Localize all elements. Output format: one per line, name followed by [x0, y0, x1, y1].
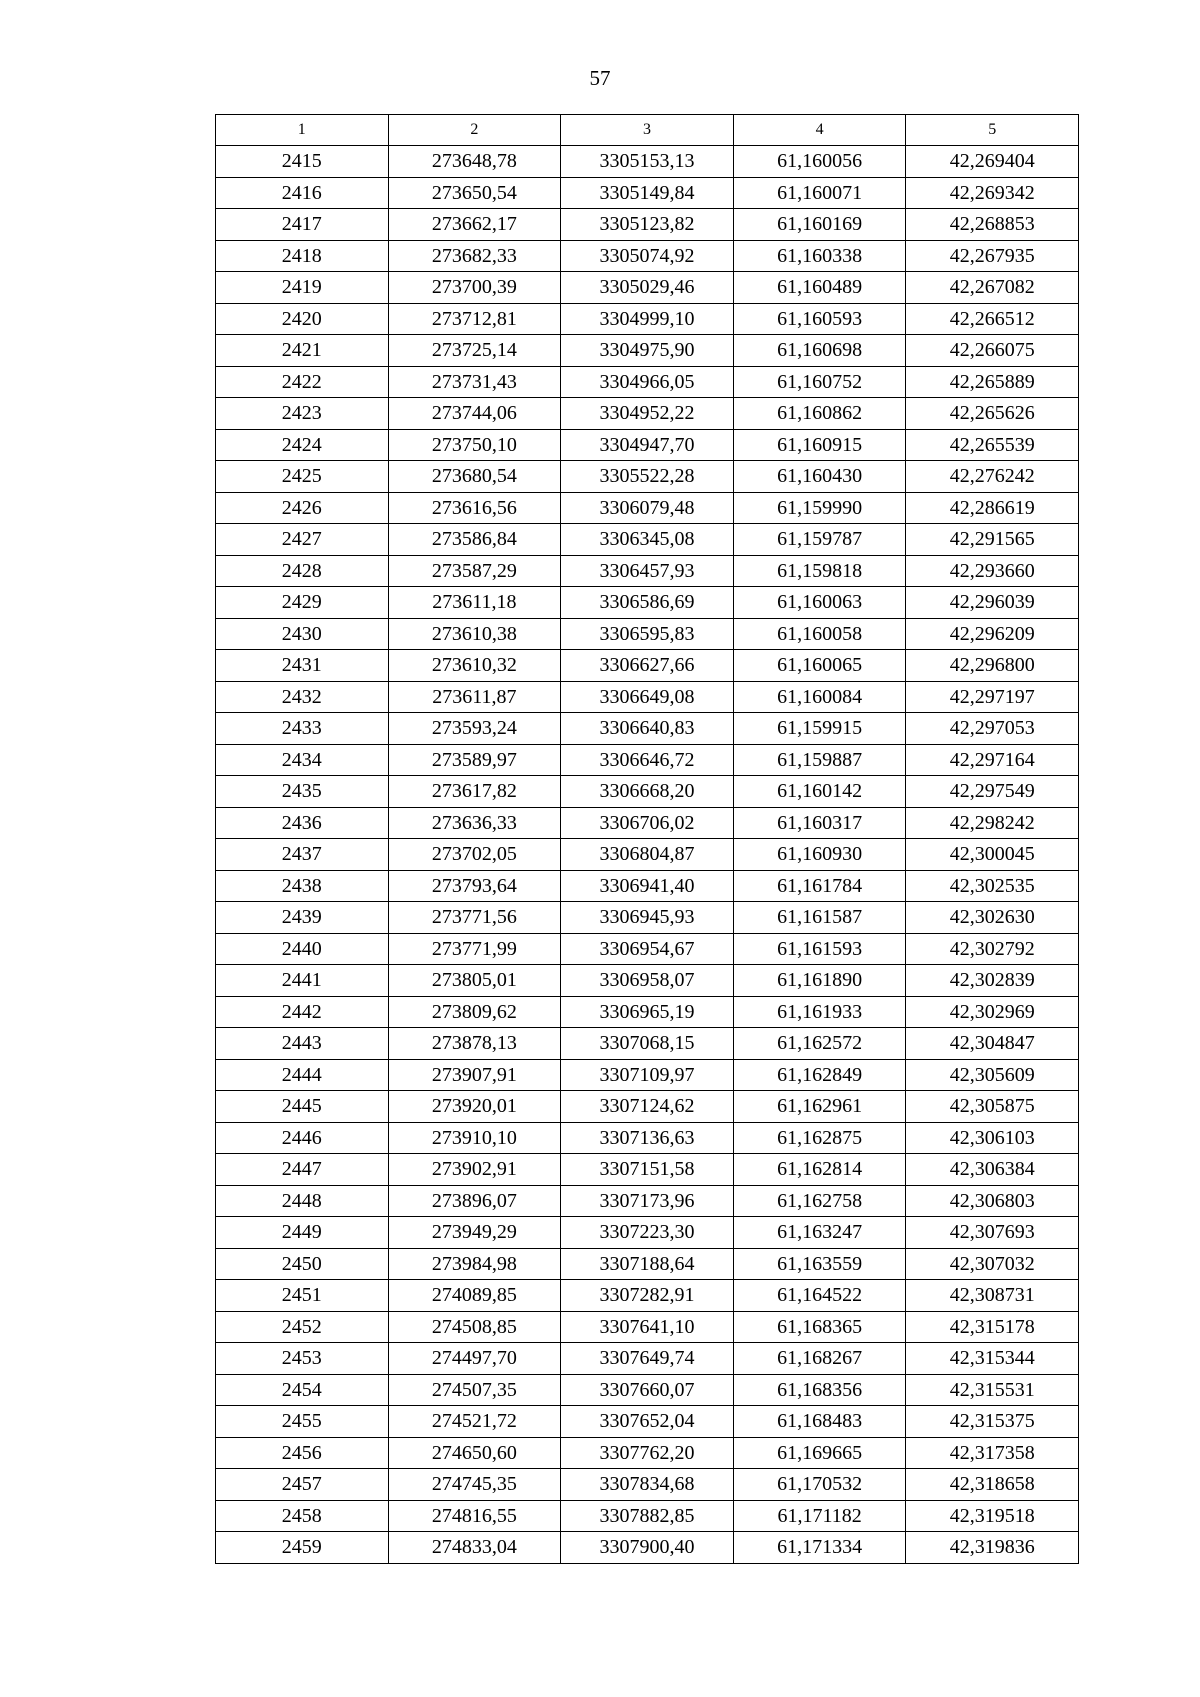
y-coordinate-cell: 3307151,58	[561, 1154, 734, 1186]
latitude-cell: 61,160752	[733, 366, 906, 398]
latitude-cell: 61,163247	[733, 1217, 906, 1249]
y-coordinate-cell: 3307652,04	[561, 1406, 734, 1438]
longitude-cell: 42,300045	[906, 839, 1079, 871]
y-coordinate-cell: 3305522,28	[561, 461, 734, 493]
y-coordinate-cell: 3306804,87	[561, 839, 734, 871]
x-coordinate-cell: 273611,87	[388, 681, 561, 713]
table-row	[216, 1059, 1079, 1091]
table-row	[216, 839, 1079, 871]
latitude-cell: 61,170532	[733, 1469, 906, 1501]
longitude-cell: 42,319836	[906, 1532, 1079, 1564]
longitude-cell: 42,297549	[906, 776, 1079, 808]
y-coordinate-cell: 3305074,92	[561, 240, 734, 272]
point-number-cell: 2446	[216, 1122, 389, 1154]
longitude-cell: 42,298242	[906, 807, 1079, 839]
point-number-cell: 2423	[216, 398, 389, 430]
latitude-cell: 61,160142	[733, 776, 906, 808]
x-coordinate-cell: 274521,72	[388, 1406, 561, 1438]
y-coordinate-cell: 3304999,10	[561, 303, 734, 335]
latitude-cell: 61,160169	[733, 209, 906, 241]
longitude-cell: 42,296209	[906, 618, 1079, 650]
table-row	[216, 1217, 1079, 1249]
y-coordinate-cell: 3306627,66	[561, 650, 734, 682]
x-coordinate-cell: 273878,13	[388, 1028, 561, 1060]
latitude-cell: 61,162572	[733, 1028, 906, 1060]
point-number-cell: 2422	[216, 366, 389, 398]
y-coordinate-cell: 3307641,10	[561, 1311, 734, 1343]
table-row	[216, 1374, 1079, 1406]
y-coordinate-cell: 3307124,62	[561, 1091, 734, 1123]
point-number-cell: 2425	[216, 461, 389, 493]
table-row	[216, 240, 1079, 272]
longitude-cell: 42,302630	[906, 902, 1079, 934]
point-number-cell: 2447	[216, 1154, 389, 1186]
table-row	[216, 146, 1079, 178]
x-coordinate-cell: 273907,91	[388, 1059, 561, 1091]
point-number-cell: 2444	[216, 1059, 389, 1091]
longitude-cell: 42,308731	[906, 1280, 1079, 1312]
point-number-cell: 2416	[216, 177, 389, 209]
longitude-cell: 42,268853	[906, 209, 1079, 241]
table-row	[216, 870, 1079, 902]
latitude-cell: 61,161593	[733, 933, 906, 965]
x-coordinate-cell: 273809,62	[388, 996, 561, 1028]
y-coordinate-cell: 3307282,91	[561, 1280, 734, 1312]
point-number-cell: 2458	[216, 1500, 389, 1532]
table-row	[216, 1091, 1079, 1123]
table-body	[216, 146, 1079, 1564]
longitude-cell: 42,291565	[906, 524, 1079, 556]
longitude-cell: 42,305875	[906, 1091, 1079, 1123]
latitude-cell: 61,159915	[733, 713, 906, 745]
x-coordinate-cell: 274650,60	[388, 1437, 561, 1469]
column-header: 5	[906, 115, 1079, 146]
y-coordinate-cell: 3307136,63	[561, 1122, 734, 1154]
longitude-cell: 42,306103	[906, 1122, 1079, 1154]
y-coordinate-cell: 3305029,46	[561, 272, 734, 304]
latitude-cell: 61,162875	[733, 1122, 906, 1154]
table-row	[216, 524, 1079, 556]
longitude-cell: 42,307032	[906, 1248, 1079, 1280]
point-number-cell: 2429	[216, 587, 389, 619]
table-row	[216, 366, 1079, 398]
x-coordinate-cell: 273920,01	[388, 1091, 561, 1123]
latitude-cell: 61,160698	[733, 335, 906, 367]
x-coordinate-cell: 273587,29	[388, 555, 561, 587]
latitude-cell: 61,160058	[733, 618, 906, 650]
latitude-cell: 61,159887	[733, 744, 906, 776]
longitude-cell: 42,276242	[906, 461, 1079, 493]
point-number-cell: 2433	[216, 713, 389, 745]
latitude-cell: 61,160084	[733, 681, 906, 713]
longitude-cell: 42,315375	[906, 1406, 1079, 1438]
y-coordinate-cell: 3307660,07	[561, 1374, 734, 1406]
table-row	[216, 429, 1079, 461]
point-number-cell: 2455	[216, 1406, 389, 1438]
latitude-cell: 61,162961	[733, 1091, 906, 1123]
latitude-cell: 61,168356	[733, 1374, 906, 1406]
longitude-cell: 42,317358	[906, 1437, 1079, 1469]
x-coordinate-cell: 273771,56	[388, 902, 561, 934]
y-coordinate-cell: 3307834,68	[561, 1469, 734, 1501]
latitude-cell: 61,168483	[733, 1406, 906, 1438]
table-row	[216, 776, 1079, 808]
latitude-cell: 61,160489	[733, 272, 906, 304]
table-row	[216, 1311, 1079, 1343]
y-coordinate-cell: 3307173,96	[561, 1185, 734, 1217]
latitude-cell: 61,169665	[733, 1437, 906, 1469]
x-coordinate-cell: 273593,24	[388, 713, 561, 745]
x-coordinate-cell: 274089,85	[388, 1280, 561, 1312]
coordinates-table	[215, 114, 1079, 1564]
table-row	[216, 744, 1079, 776]
longitude-cell: 42,286619	[906, 492, 1079, 524]
table-row	[216, 1469, 1079, 1501]
y-coordinate-cell: 3306954,67	[561, 933, 734, 965]
point-number-cell: 2415	[216, 146, 389, 178]
longitude-cell: 42,269404	[906, 146, 1079, 178]
table-row	[216, 965, 1079, 997]
longitude-cell: 42,306803	[906, 1185, 1079, 1217]
x-coordinate-cell: 273771,99	[388, 933, 561, 965]
x-coordinate-cell: 273725,14	[388, 335, 561, 367]
table-row	[216, 1154, 1079, 1186]
longitude-cell: 42,315178	[906, 1311, 1079, 1343]
x-coordinate-cell: 273731,43	[388, 366, 561, 398]
y-coordinate-cell: 3306345,08	[561, 524, 734, 556]
y-coordinate-cell: 3306668,20	[561, 776, 734, 808]
table-row	[216, 272, 1079, 304]
latitude-cell: 61,159787	[733, 524, 906, 556]
point-number-cell: 2418	[216, 240, 389, 272]
x-coordinate-cell: 273611,18	[388, 587, 561, 619]
column-header: 4	[733, 115, 906, 146]
table-row	[216, 1028, 1079, 1060]
point-number-cell: 2440	[216, 933, 389, 965]
point-number-cell: 2459	[216, 1532, 389, 1564]
table-row	[216, 1532, 1079, 1564]
point-number-cell: 2441	[216, 965, 389, 997]
y-coordinate-cell: 3306958,07	[561, 965, 734, 997]
longitude-cell: 42,296039	[906, 587, 1079, 619]
table-row	[216, 1437, 1079, 1469]
y-coordinate-cell: 3306640,83	[561, 713, 734, 745]
longitude-cell: 42,297053	[906, 713, 1079, 745]
longitude-cell: 42,265889	[906, 366, 1079, 398]
point-number-cell: 2443	[216, 1028, 389, 1060]
x-coordinate-cell: 273680,54	[388, 461, 561, 493]
page-number: 57	[589, 66, 611, 90]
x-coordinate-cell: 274833,04	[388, 1532, 561, 1564]
point-number-cell: 2430	[216, 618, 389, 650]
point-number-cell: 2420	[216, 303, 389, 335]
x-coordinate-cell: 273744,06	[388, 398, 561, 430]
table-row	[216, 461, 1079, 493]
column-header: 2	[388, 115, 561, 146]
y-coordinate-cell: 3304947,70	[561, 429, 734, 461]
y-coordinate-cell: 3306945,93	[561, 902, 734, 934]
point-number-cell: 2453	[216, 1343, 389, 1375]
longitude-cell: 42,302969	[906, 996, 1079, 1028]
longitude-cell: 42,267935	[906, 240, 1079, 272]
latitude-cell: 61,162849	[733, 1059, 906, 1091]
x-coordinate-cell: 273712,81	[388, 303, 561, 335]
table-row	[216, 933, 1079, 965]
y-coordinate-cell: 3305123,82	[561, 209, 734, 241]
y-coordinate-cell: 3307762,20	[561, 1437, 734, 1469]
table-row	[216, 398, 1079, 430]
longitude-cell: 42,266075	[906, 335, 1079, 367]
y-coordinate-cell: 3306649,08	[561, 681, 734, 713]
latitude-cell: 61,159990	[733, 492, 906, 524]
latitude-cell: 61,161890	[733, 965, 906, 997]
longitude-cell: 42,305609	[906, 1059, 1079, 1091]
latitude-cell: 61,171334	[733, 1532, 906, 1564]
latitude-cell: 61,171182	[733, 1500, 906, 1532]
latitude-cell: 61,161933	[733, 996, 906, 1028]
x-coordinate-cell: 273700,39	[388, 272, 561, 304]
longitude-cell: 42,319518	[906, 1500, 1079, 1532]
table-row	[216, 1122, 1079, 1154]
point-number-cell: 2426	[216, 492, 389, 524]
longitude-cell: 42,302792	[906, 933, 1079, 965]
latitude-cell: 61,162758	[733, 1185, 906, 1217]
point-number-cell: 2449	[216, 1217, 389, 1249]
x-coordinate-cell: 273682,33	[388, 240, 561, 272]
table-row	[216, 681, 1079, 713]
latitude-cell: 61,160338	[733, 240, 906, 272]
table-row	[216, 555, 1079, 587]
point-number-cell: 2439	[216, 902, 389, 934]
y-coordinate-cell: 3306457,93	[561, 555, 734, 587]
point-number-cell: 2436	[216, 807, 389, 839]
point-number-cell: 2421	[216, 335, 389, 367]
point-number-cell: 2452	[216, 1311, 389, 1343]
point-number-cell: 2419	[216, 272, 389, 304]
latitude-cell: 61,160593	[733, 303, 906, 335]
x-coordinate-cell: 273616,56	[388, 492, 561, 524]
point-number-cell: 2451	[216, 1280, 389, 1312]
point-number-cell: 2424	[216, 429, 389, 461]
y-coordinate-cell: 3305153,13	[561, 146, 734, 178]
y-coordinate-cell: 3306586,69	[561, 587, 734, 619]
x-coordinate-cell: 273617,82	[388, 776, 561, 808]
y-coordinate-cell: 3304975,90	[561, 335, 734, 367]
longitude-cell: 42,296800	[906, 650, 1079, 682]
longitude-cell: 42,315344	[906, 1343, 1079, 1375]
x-coordinate-cell: 274745,35	[388, 1469, 561, 1501]
table-row	[216, 1248, 1079, 1280]
point-number-cell: 2427	[216, 524, 389, 556]
table-row	[216, 1343, 1079, 1375]
y-coordinate-cell: 3304952,22	[561, 398, 734, 430]
latitude-cell: 61,168267	[733, 1343, 906, 1375]
longitude-cell: 42,315531	[906, 1374, 1079, 1406]
point-number-cell: 2445	[216, 1091, 389, 1123]
table-row	[216, 335, 1079, 367]
point-number-cell: 2448	[216, 1185, 389, 1217]
table-row	[216, 492, 1079, 524]
x-coordinate-cell: 274816,55	[388, 1500, 561, 1532]
x-coordinate-cell: 273648,78	[388, 146, 561, 178]
latitude-cell: 61,161784	[733, 870, 906, 902]
x-coordinate-cell: 273902,91	[388, 1154, 561, 1186]
x-coordinate-cell: 273636,33	[388, 807, 561, 839]
point-number-cell: 2434	[216, 744, 389, 776]
point-number-cell: 2456	[216, 1437, 389, 1469]
latitude-cell: 61,160071	[733, 177, 906, 209]
table-row	[216, 177, 1079, 209]
y-coordinate-cell: 3307223,30	[561, 1217, 734, 1249]
x-coordinate-cell: 273805,01	[388, 965, 561, 997]
y-coordinate-cell: 3307068,15	[561, 1028, 734, 1060]
table-row	[216, 902, 1079, 934]
y-coordinate-cell: 3307188,64	[561, 1248, 734, 1280]
latitude-cell: 61,163559	[733, 1248, 906, 1280]
latitude-cell: 61,160063	[733, 587, 906, 619]
longitude-cell: 42,269342	[906, 177, 1079, 209]
y-coordinate-cell: 3306706,02	[561, 807, 734, 839]
table-row	[216, 1406, 1079, 1438]
point-number-cell: 2437	[216, 839, 389, 871]
latitude-cell: 61,168365	[733, 1311, 906, 1343]
longitude-cell: 42,297164	[906, 744, 1079, 776]
longitude-cell: 42,267082	[906, 272, 1079, 304]
y-coordinate-cell: 3306965,19	[561, 996, 734, 1028]
table-row	[216, 209, 1079, 241]
y-coordinate-cell: 3306079,48	[561, 492, 734, 524]
table-row	[216, 1280, 1079, 1312]
latitude-cell: 61,160930	[733, 839, 906, 871]
x-coordinate-cell: 273610,32	[388, 650, 561, 682]
x-coordinate-cell: 274497,70	[388, 1343, 561, 1375]
longitude-cell: 42,265539	[906, 429, 1079, 461]
latitude-cell: 61,162814	[733, 1154, 906, 1186]
x-coordinate-cell: 273949,29	[388, 1217, 561, 1249]
x-coordinate-cell: 273910,10	[388, 1122, 561, 1154]
point-number-cell: 2417	[216, 209, 389, 241]
table-row	[216, 713, 1079, 745]
x-coordinate-cell: 273984,98	[388, 1248, 561, 1280]
point-number-cell: 2457	[216, 1469, 389, 1501]
x-coordinate-cell: 273896,07	[388, 1185, 561, 1217]
y-coordinate-cell: 3307900,40	[561, 1532, 734, 1564]
latitude-cell: 61,161587	[733, 902, 906, 934]
x-coordinate-cell: 274508,85	[388, 1311, 561, 1343]
table-row	[216, 1500, 1079, 1532]
longitude-cell: 42,293660	[906, 555, 1079, 587]
longitude-cell: 42,318658	[906, 1469, 1079, 1501]
point-number-cell: 2431	[216, 650, 389, 682]
y-coordinate-cell: 3306941,40	[561, 870, 734, 902]
longitude-cell: 42,266512	[906, 303, 1079, 335]
point-number-cell: 2435	[216, 776, 389, 808]
table-row	[216, 650, 1079, 682]
table-row	[216, 1185, 1079, 1217]
latitude-cell: 61,160915	[733, 429, 906, 461]
latitude-cell: 61,159818	[733, 555, 906, 587]
x-coordinate-cell: 274507,35	[388, 1374, 561, 1406]
longitude-cell: 42,297197	[906, 681, 1079, 713]
column-header: 3	[561, 115, 734, 146]
table-header-row	[216, 115, 1079, 146]
y-coordinate-cell: 3307882,85	[561, 1500, 734, 1532]
x-coordinate-cell: 273589,97	[388, 744, 561, 776]
x-coordinate-cell: 273610,38	[388, 618, 561, 650]
x-coordinate-cell: 273750,10	[388, 429, 561, 461]
y-coordinate-cell: 3304966,05	[561, 366, 734, 398]
point-number-cell: 2450	[216, 1248, 389, 1280]
latitude-cell: 61,164522	[733, 1280, 906, 1312]
table-row	[216, 807, 1079, 839]
column-header: 1	[216, 115, 389, 146]
point-number-cell: 2442	[216, 996, 389, 1028]
latitude-cell: 61,160430	[733, 461, 906, 493]
point-number-cell: 2454	[216, 1374, 389, 1406]
point-number-cell: 2438	[216, 870, 389, 902]
x-coordinate-cell: 273650,54	[388, 177, 561, 209]
longitude-cell: 42,302839	[906, 965, 1079, 997]
latitude-cell: 61,160056	[733, 146, 906, 178]
latitude-cell: 61,160317	[733, 807, 906, 839]
longitude-cell: 42,306384	[906, 1154, 1079, 1186]
longitude-cell: 42,302535	[906, 870, 1079, 902]
x-coordinate-cell: 273702,05	[388, 839, 561, 871]
y-coordinate-cell: 3306646,72	[561, 744, 734, 776]
y-coordinate-cell: 3307109,97	[561, 1059, 734, 1091]
longitude-cell: 42,265626	[906, 398, 1079, 430]
longitude-cell: 42,304847	[906, 1028, 1079, 1060]
y-coordinate-cell: 3305149,84	[561, 177, 734, 209]
table-row	[216, 618, 1079, 650]
x-coordinate-cell: 273793,64	[388, 870, 561, 902]
x-coordinate-cell: 273662,17	[388, 209, 561, 241]
table-row	[216, 996, 1079, 1028]
longitude-cell: 42,307693	[906, 1217, 1079, 1249]
latitude-cell: 61,160065	[733, 650, 906, 682]
point-number-cell: 2432	[216, 681, 389, 713]
table-row	[216, 303, 1079, 335]
point-number-cell: 2428	[216, 555, 389, 587]
latitude-cell: 61,160862	[733, 398, 906, 430]
y-coordinate-cell: 3307649,74	[561, 1343, 734, 1375]
y-coordinate-cell: 3306595,83	[561, 618, 734, 650]
x-coordinate-cell: 273586,84	[388, 524, 561, 556]
table-row	[216, 587, 1079, 619]
